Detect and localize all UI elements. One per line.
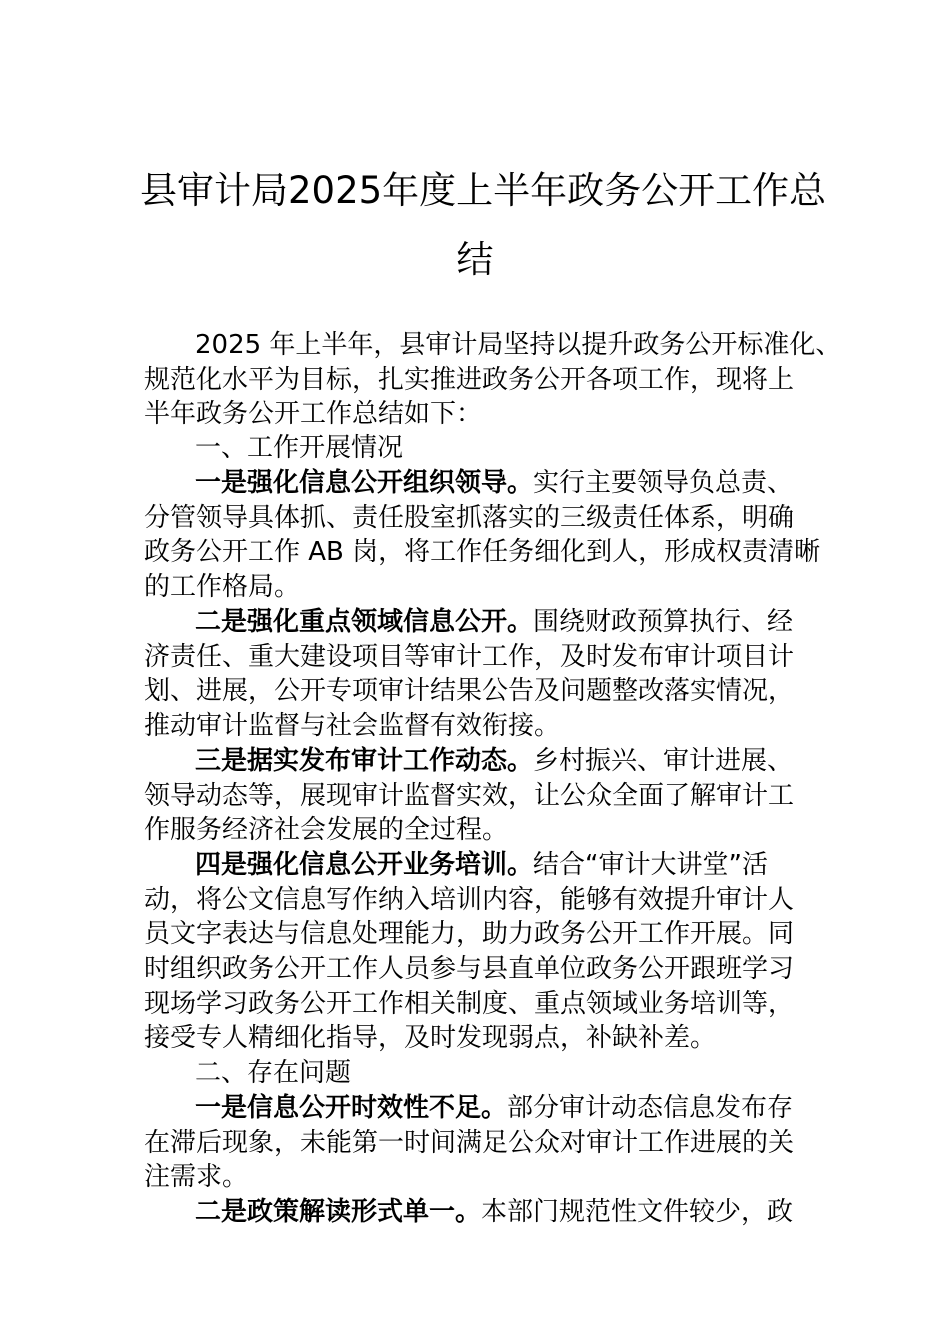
problem-2-first-rest: 本部门规范性文件较少，政 — [481, 1197, 794, 1227]
item-4-first-rest: 结合“审计大讲堂”活 — [533, 850, 768, 880]
item-1-line-4: 的工作格局。 — [144, 572, 301, 602]
item-1-first-line — [195, 467, 793, 499]
item-4-lead: 四是强化信息公开业务培训。 — [195, 850, 534, 880]
item-4-line-5: 现场学习政务公开工作相关制度、重点领域业务培训等， — [144, 989, 795, 1019]
item-3-first-line — [195, 745, 793, 777]
item-3-first-rest: 乡村振兴、审计进展、 — [533, 746, 794, 776]
item-3-line-2: 领导动态等，展现审计监督实效，让公众全面了解审计工 — [144, 781, 795, 811]
problem-2-first-line — [195, 1196, 793, 1228]
item-4-first-line — [195, 849, 768, 881]
section-2-heading: 二、存在问题 — [195, 1058, 352, 1088]
problem-1-lead: 一是信息公开时效性不足。 — [195, 1093, 508, 1123]
item-1-line-2: 分管领导具体抓、责任股室抓落实的三级责任体系，明确 — [144, 503, 795, 533]
item-2-line-4: 推动审计监督与社会监督有效衔接。 — [144, 711, 561, 741]
item-3-lead: 三是据实发布审计工作动态。 — [195, 746, 534, 776]
problem-1-first-line — [195, 1092, 793, 1124]
item-4-line-3: 员文字表达与信息处理能力，助力政务公开工作开展。同 — [144, 919, 795, 949]
item-4-line-4: 时组织政务公开工作人员参与县直单位政务公开跟班学习 — [144, 954, 795, 984]
intro-line-2: 规范化水平为目标，扎实推进政务公开各项工作，现将上 — [144, 365, 795, 395]
item-2-line-2: 济责任、重大建设项目等审计工作，及时发布审计项目计 — [144, 642, 795, 672]
problem-2-lead: 二是政策解读形式单一。 — [195, 1197, 482, 1227]
item-1-line-3: 政务公开工作 AB 岗，将工作任务细化到人，形成权责清晰 — [144, 537, 821, 567]
intro-line-1: 2025 年上半年，县审计局坚持以提升政务公开标准化、 — [195, 330, 842, 360]
item-2-first-rest: 围绕财政预算执行、经 — [533, 607, 794, 637]
problem-1-first-rest: 部分审计动态信息发布存 — [507, 1093, 794, 1123]
intro-line-3: 半年政务公开工作总结如下： — [144, 399, 483, 429]
item-4-line-2: 动，将公文信息写作纳入培训内容，能够有效提升审计人 — [144, 885, 795, 915]
item-2-lead: 二是强化重点领域信息公开。 — [195, 607, 534, 637]
problem-1-line-2: 在滞后现象，未能第一时间满足公众对审计工作进展的关 — [144, 1128, 795, 1158]
problem-1-line-3: 注需求。 — [144, 1162, 249, 1192]
section-1-heading: 一、工作开展情况 — [195, 433, 404, 463]
item-3-line-3: 作服务经济社会发展的全过程。 — [144, 815, 509, 845]
item-1-first-rest: 实行主要领导负总责、 — [533, 468, 794, 498]
document-title-line-2: 结 — [456, 238, 494, 281]
item-4-line-6: 接受专人精细化指导，及时发现弱点，补缺补差。 — [144, 1023, 717, 1053]
document-title-line-1: 县审计局2025年度上半年政务公开工作总 — [140, 169, 827, 212]
item-1-lead: 一是强化信息公开组织领导。 — [195, 468, 534, 498]
item-2-line-3: 划、进展，公开专项审计结果公告及问题整改落实情况， — [144, 676, 795, 706]
item-2-first-line — [195, 606, 793, 638]
